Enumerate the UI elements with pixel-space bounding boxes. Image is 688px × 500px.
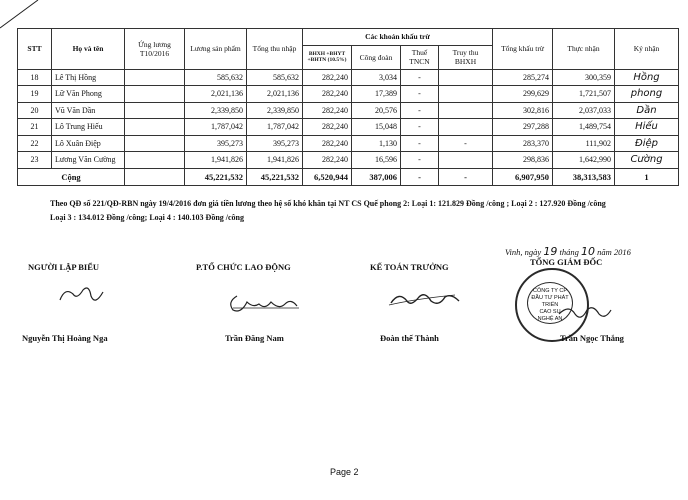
cell-ins: 282,240	[303, 152, 352, 169]
cell-reclaim	[439, 102, 493, 119]
labor-signature	[225, 288, 305, 316]
cell-ins: 282,240	[303, 119, 352, 136]
cell-pit: -	[401, 69, 439, 86]
director-signature	[555, 300, 615, 326]
corner-mark	[0, 0, 40, 30]
cell-reclaim	[439, 69, 493, 86]
total-insurance: 6,520,944	[303, 168, 352, 185]
payroll-rows	[18, 69, 679, 168]
cell-signature: phong	[615, 86, 679, 103]
cell-union: 3,034	[352, 69, 401, 86]
cell-union: 15,048	[352, 119, 401, 136]
cell-union: 16,596	[352, 152, 401, 169]
col-advance: Ứng lương T10/2016	[125, 29, 185, 70]
cell-pit: -	[401, 119, 439, 136]
total-advance	[125, 168, 185, 185]
labor-title: P.TỔ CHỨC LAO ĐỘNG	[196, 262, 291, 272]
table-row	[18, 69, 679, 86]
cell-name: Lương Văn Cường	[52, 152, 125, 169]
rate-note-line2: Loại 3 : 134.012 Đồng /công; Loại 4 : 140.103 Đồng /công	[50, 213, 245, 222]
cell-product: 585,632	[185, 69, 247, 86]
col-insurance: BHXH +BHYT +BHTN (10.5%)	[303, 45, 352, 69]
cell-ded: 285,274	[493, 69, 553, 86]
cell-ins: 282,240	[303, 69, 352, 86]
cell-advance	[125, 102, 185, 119]
cell-union: 20,576	[352, 102, 401, 119]
total-product: 45,221,532	[185, 168, 247, 185]
cell-name: Lô Xuân Điệp	[52, 135, 125, 152]
cell-advance	[125, 135, 185, 152]
total-reclaim: -	[439, 168, 493, 185]
page-number: Page 2	[330, 467, 359, 477]
date-month: 10	[580, 245, 595, 258]
col-pit: Thuế TNCN	[401, 45, 439, 69]
payroll-table	[17, 28, 679, 186]
cell-reclaim	[439, 86, 493, 103]
cell-advance	[125, 69, 185, 86]
cell-total: 585,632	[247, 69, 303, 86]
stamp-line4: NGHỆ AN	[537, 316, 563, 322]
cell-advance	[125, 119, 185, 136]
table-row	[18, 102, 679, 119]
cell-stt: 20	[18, 102, 52, 119]
cell-ded: 283,370	[493, 135, 553, 152]
cell-total: 2,021,136	[247, 86, 303, 103]
cell-pit: -	[401, 152, 439, 169]
cell-total: 1,787,042	[247, 119, 303, 136]
cell-advance	[125, 152, 185, 169]
director-title: TỔNG GIÁM ĐỐC	[530, 257, 603, 267]
total-sign: 1	[615, 168, 679, 185]
cell-ded: 299,629	[493, 86, 553, 103]
date-month-label: tháng	[559, 247, 579, 257]
date-year: năm 2016	[597, 247, 631, 257]
total-union: 387,006	[352, 168, 401, 185]
cell-signature: Hiếu	[615, 119, 679, 136]
cell-reclaim: -	[439, 135, 493, 152]
cell-net: 300,359	[553, 69, 615, 86]
cell-signature: Hồng	[615, 69, 679, 86]
director-name: Trần Ngọc Thắng	[560, 333, 624, 343]
cell-stt: 18	[18, 69, 52, 86]
preparer-title: NGƯỜI LẬP BIỂU	[28, 262, 100, 272]
cell-union: 1,130	[352, 135, 401, 152]
cell-pit: -	[401, 135, 439, 152]
cell-ins: 282,240	[303, 86, 352, 103]
date-prefix: Vinh, ngày	[505, 247, 542, 257]
cell-name: Lữ Văn Phong	[52, 86, 125, 103]
cell-net: 1,489,754	[553, 119, 615, 136]
col-net-pay: Thực nhận	[553, 29, 615, 70]
cell-product: 1,787,042	[185, 119, 247, 136]
accountant-title: KẾ TOÁN TRƯỞNG	[370, 262, 449, 272]
accountant-name: Đoàn thế Thành	[380, 333, 439, 343]
cell-ins: 282,240	[303, 135, 352, 152]
cell-ded: 302,816	[493, 102, 553, 119]
stamp-line3: CAO SU	[539, 309, 561, 315]
col-total-income: Tổng thu nhập	[247, 29, 303, 70]
preparer-name: Nguyễn Thị Hoàng Nga	[22, 333, 108, 343]
cell-reclaim	[439, 119, 493, 136]
cell-total: 1,941,826	[247, 152, 303, 169]
cell-pit: -	[401, 102, 439, 119]
cell-union: 17,389	[352, 86, 401, 103]
table-row	[18, 135, 679, 152]
cell-stt: 19	[18, 86, 52, 103]
cell-net: 1,721,507	[553, 86, 615, 103]
cell-stt: 22	[18, 135, 52, 152]
cell-ins: 282,240	[303, 102, 352, 119]
col-stt: STT	[18, 29, 52, 70]
total-label: Cộng	[18, 168, 125, 185]
col-product-salary: Lương sản phẩm	[185, 29, 247, 70]
col-deductions: Các khoản khấu trừ	[303, 29, 493, 46]
total-deduction: 6,907,950	[493, 168, 553, 185]
cell-name: Lô Trung Hiếu	[52, 119, 125, 136]
table-row	[18, 119, 679, 136]
cell-product: 395,273	[185, 135, 247, 152]
preparer-signature	[55, 282, 115, 312]
date-day: 19	[543, 245, 558, 258]
cell-net: 2,037,033	[553, 102, 615, 119]
cell-product: 1,941,826	[185, 152, 247, 169]
cell-ded: 297,288	[493, 119, 553, 136]
cell-product: 2,021,136	[185, 86, 247, 103]
cell-name: Lê Thị Hồng	[52, 69, 125, 86]
stamp-line2: ĐẦU TƯ PHÁT TRIỂN	[531, 295, 569, 308]
stamp-line1: CÔNG TY CP	[532, 288, 568, 294]
cell-ded: 298,836	[493, 152, 553, 169]
cell-total: 2,339,850	[247, 102, 303, 119]
cell-stt: 21	[18, 119, 52, 136]
cell-signature: Cường	[615, 152, 679, 169]
cell-signature: Điệp	[615, 135, 679, 152]
col-union-fee: Công đoàn	[352, 45, 401, 69]
cell-stt: 23	[18, 152, 52, 169]
cell-net: 1,642,990	[553, 152, 615, 169]
cell-reclaim	[439, 152, 493, 169]
col-reclaim: Truy thu BHXH	[439, 45, 493, 69]
cell-total: 395,273	[247, 135, 303, 152]
table-row	[18, 86, 679, 103]
labor-name: Trần Đăng Nam	[225, 333, 284, 343]
cell-product: 2,339,850	[185, 102, 247, 119]
total-net: 38,313,583	[553, 168, 615, 185]
cell-pit: -	[401, 86, 439, 103]
cell-advance	[125, 86, 185, 103]
rate-note-line1: Theo QĐ số 221/QĐ-RBN ngày 19/4/2016 đơn giá tiền lương theo hệ số khó khăn tại NT CS Quế phong 2: Loại 1: 121.829 Đồng /công ; Loại 2 : 127.920 Đồng /công	[50, 199, 606, 208]
table-row	[18, 152, 679, 169]
cell-net: 111,902	[553, 135, 615, 152]
total-row	[18, 168, 679, 185]
cell-signature: Dần	[615, 102, 679, 119]
total-income: 45,221,532	[247, 168, 303, 185]
col-total-deduction: Tổng khấu trừ	[493, 29, 553, 70]
cell-name: Vũ Văn Dần	[52, 102, 125, 119]
col-sign: Ký nhận	[615, 29, 679, 70]
accountant-signature	[385, 287, 465, 313]
total-pit: -	[401, 168, 439, 185]
col-name: Họ và tên	[52, 29, 125, 70]
